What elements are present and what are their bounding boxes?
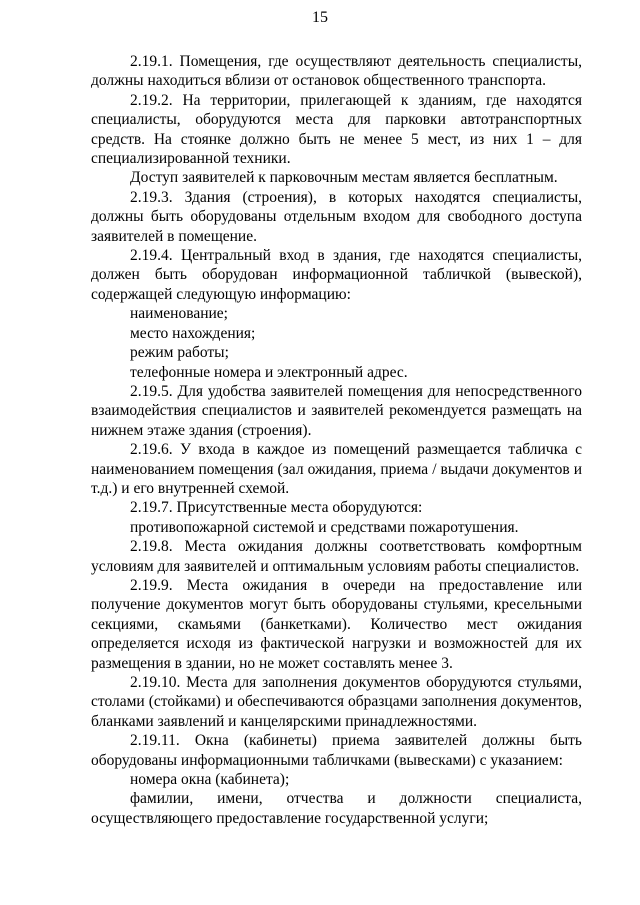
paragraph-2-19-3: 2.19.3. Здания (строения), в которых находятся специалисты, должны быть оборудованы отдельным входом для свободного доступа заявителей в помещение. — [91, 188, 582, 245]
list-item-name: наименование; — [130, 305, 228, 323]
paragraph-2-19-9: 2.19.9. Места ожидания в очереди на предоставление или получение документов могут быть оборудованы стульями, кресельными секциями, скамьями (банкетками). Количество мест ожидания определяется исходя из фактической нагрузки и возможностей для их размещения в здании, но не может составлять менее 3. — [91, 576, 582, 672]
list-item-contacts: телефонные номера и электронный адрес. — [130, 363, 408, 381]
document-body — [91, 52, 582, 828]
paragraph-2-19-4: 2.19.4. Центральный вход в здания, где находятся специалисты, должен быть оборудован информационной табличкой (вывеской), содержащей следующую информацию: — [91, 247, 582, 303]
paragraph-2-19-2: 2.19.2. На территории, прилегающей к зданиям, где находятся специалисты, оборудуются места для парковки автотранспортных средств. На стоянке должно быть не менее 5 мест, из них 1 – для специализированной техники. — [91, 91, 582, 168]
paragraph-2-19-11: 2.19.11. Окна (кабинеты) приема заявителей должны быть оборудованы информационными табличками (вывесками) с указанием: — [91, 732, 582, 769]
list-item-specialist-name: фамилии, имени, отчества и должности специалиста, осуществляющего предоставление государственной услуги; — [91, 790, 582, 827]
paragraph-2-19-8: 2.19.8. Места ожидания должны соответствовать комфортным условиям для заявителей и оптимальным условиям работы специалистов. — [91, 538, 582, 575]
list-item-working-hours: режим работы; — [130, 344, 229, 362]
list-item-location: место нахождения; — [130, 324, 256, 342]
paragraph-2-19-1: 2.19.1. Помещения, где осуществляют деятельность специалисты, должны находиться вблизи от остановок общественного транспорта. — [91, 53, 582, 90]
paragraph-parking-access: Доступ заявителей к парковочным местам является бесплатным. — [130, 169, 558, 187]
list-item-fire-safety: противопожарной системой и средствами пожаротушения. — [130, 518, 519, 536]
paragraph-2-19-10: 2.19.10. Места для заполнения документов оборудуются стульями, столами (стойками) и обеспечиваются образцами заполнения документов, бланками заявлений и канцелярскими принадлежностями. — [91, 674, 582, 730]
list-item-window-number: номера окна (кабинета); — [130, 771, 290, 789]
paragraph-2-19-5: 2.19.5. Для удобства заявителей помещения для непосредственного взаимодействия специалистов и заявителей рекомендуется размещать на нижнем этаже здания (строения). — [91, 382, 582, 439]
paragraph-2-19-7: 2.19.7. Присутственные места оборудуются: — [130, 499, 423, 517]
paragraph-2-19-6: 2.19.6. У входа в каждое из помещений размещается табличка с наименованием помещения (зал ожидания, приема / выдачи документов и т.д.) и его внутренней схемой. — [91, 441, 582, 497]
page-number: 15 — [312, 9, 328, 26]
